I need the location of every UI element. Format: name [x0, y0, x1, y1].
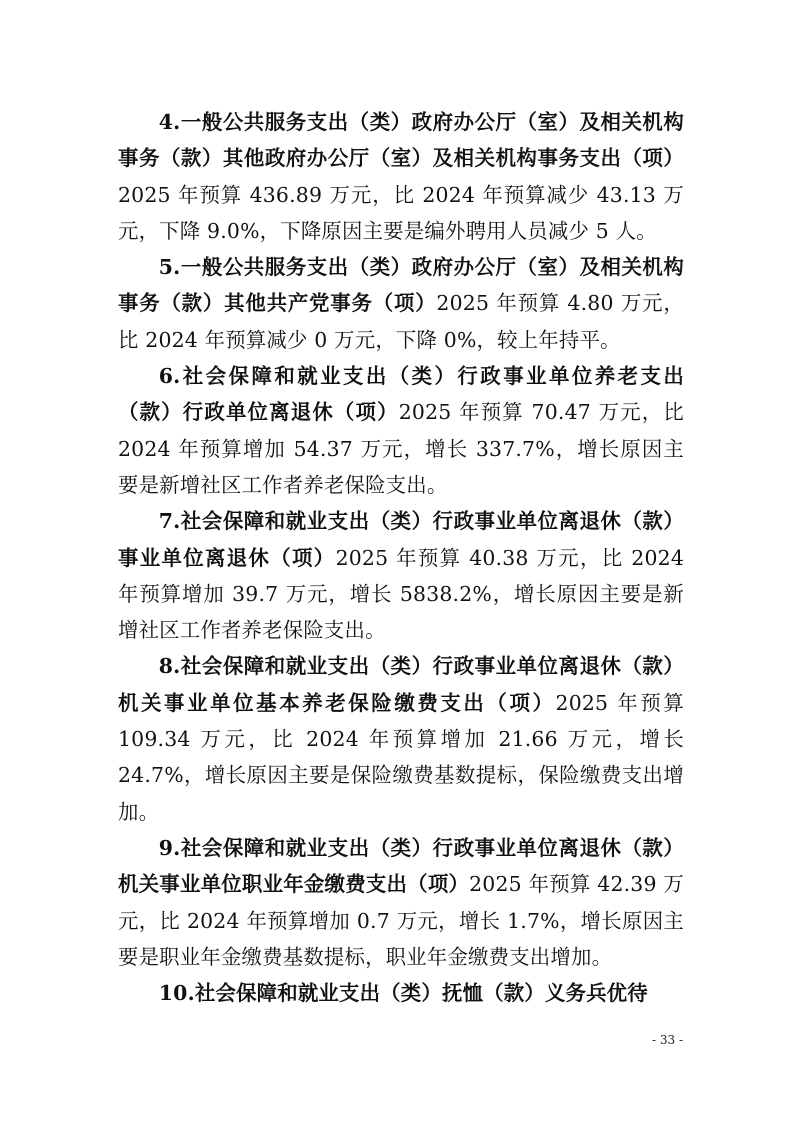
paragraph-body: 2025 年预算 40.38 万元，比 2024 年预算增加 39.7 万元，增长 5838.2%，增长原因主要是新增社区工作者养老保险支出。 — [118, 545, 684, 643]
paragraph-heading: 5.一般公共服务支出（类）政府办公厅（室）及相关机构事务（款）其他共产党事务（项） — [118, 255, 684, 316]
paragraph-item-7 — [118, 503, 684, 648]
paragraph-heading: 4.一般公共服务支出（类）政府办公厅（室）及相关机构事务（款）其他政府办公厅（室）及相关机构事务支出（项） — [118, 110, 684, 171]
paragraph-item-9 — [118, 830, 684, 975]
document-body — [118, 104, 684, 1011]
paragraph-heading: 7.社会保障和就业支出（类）行政事业单位离退休（款）事业单位离退休（项） — [118, 509, 684, 570]
paragraph-item-10 — [118, 975, 684, 1011]
paragraph-body: 2025 年预算 109.34 万元，比 2024 年预算增加 21.66 万元，增长 24.7%，增长原因主要是保险缴费基数提标，保险缴费支出增加。 — [118, 690, 684, 824]
paragraph-item-8 — [118, 648, 684, 829]
paragraph-body: 2025 年预算 436.89 万元，比 2024 年预算减少 43.13 万元，下降 9.0%，下降原因主要是编外聘用人员减少 5 人。 — [118, 182, 684, 243]
paragraph-body: 2025 年预算 70.47 万元，比 2024 年预算增加 54.37 万元，增长 337.7%，增长原因主要是新增社区工作者养老保险支出。 — [118, 400, 684, 497]
paragraph-heading: 6.社会保障和就业支出（类）行政事业单位养老支出（款）行政单位离退休（项） — [118, 364, 684, 425]
paragraph-item-4 — [118, 104, 684, 249]
paragraph-heading: 9.社会保障和就业支出（类）行政事业单位离退休（款）机关事业单位职业年金缴费支出（项） — [118, 835, 684, 897]
paragraph-item-5 — [118, 249, 684, 358]
paragraph-body: 2025 年预算 4.80 万元，比 2024 年预算减少 0 万元，下降 0%，较上年持平。 — [118, 291, 685, 352]
paragraph-item-6 — [118, 358, 684, 503]
paragraph-heading: 8.社会保障和就业支出（类）行政事业单位离退休（款）机关事业单位基本养老保险缴费支出（项） — [118, 654, 684, 715]
paragraph-heading: 10.社会保障和就业支出（类）抚恤（款）义务兵优待 — [158, 981, 648, 1006]
page-number: - 33 - — [651, 1033, 683, 1047]
paragraph-body: 2025 年预算 42.39 万元，比 2024 年预算增加 0.7 万元，增长 1.7%，增长原因主要是职业年金缴费基数提标，职业年金缴费支出增加。 — [118, 872, 684, 969]
